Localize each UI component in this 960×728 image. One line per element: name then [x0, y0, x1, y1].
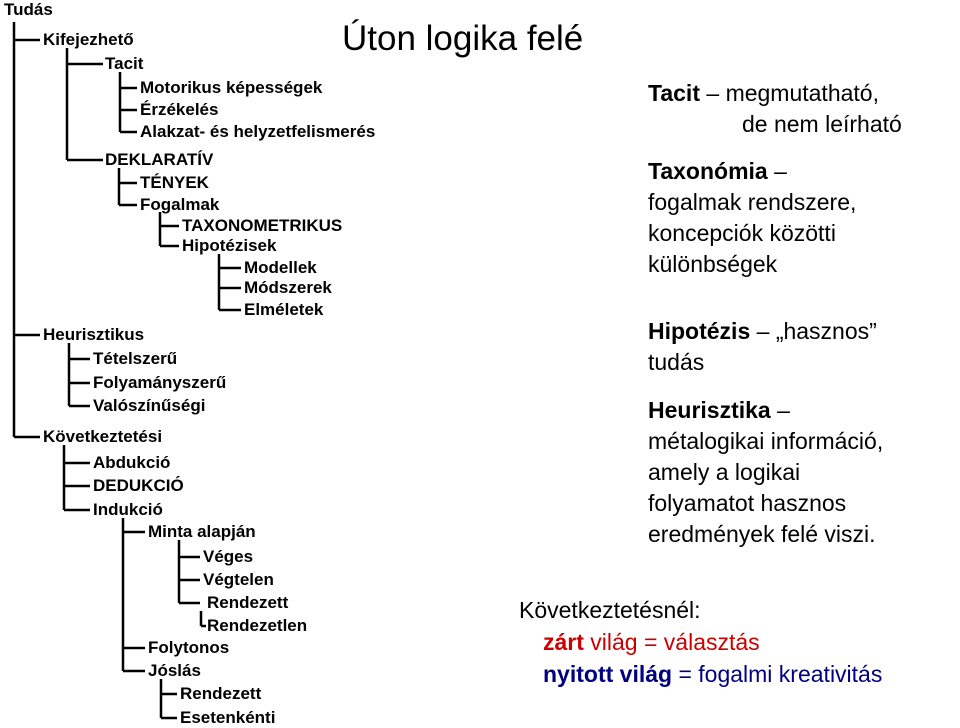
conclusion-open-world: [519, 658, 882, 690]
definition-text: métalogikai információ,: [648, 428, 884, 454]
definition-dash: –: [774, 158, 787, 184]
definition-taxonomia: [648, 156, 856, 280]
tree-node-hipotezisek: Hipotézisek: [182, 236, 277, 255]
definition-hipotezis: [648, 316, 877, 378]
closed-world-term: zárt: [543, 629, 584, 655]
definition-heurisztika: [648, 395, 883, 550]
definition-text: tudás: [648, 349, 705, 375]
tree-node-rendezetlen: Rendezetlen: [207, 616, 308, 635]
tree-node-abdukcio: Abdukció: [93, 453, 171, 472]
tree-node-valoszinusegi: Valószínűségi: [93, 396, 206, 415]
tree-node-dedukcio: DEDUKCIÓ: [93, 476, 184, 495]
closed-world-text: világ = választás: [590, 629, 760, 655]
tree-node-tudas: Tudás: [4, 0, 53, 19]
definition-text: „hasznos”: [775, 318, 877, 344]
definition-term: Taxonómia: [648, 158, 768, 184]
tree-node-tetelszeru: Tételszerű: [93, 349, 178, 368]
tree-node-rendezett-1: Rendezett: [207, 593, 289, 612]
tree-node-taxonometrikus: TAXONOMETRIKUS: [182, 216, 343, 235]
definition-dash: –: [756, 318, 770, 344]
definition-dash: –: [777, 397, 790, 423]
tree-node-modszerek: Módszerek: [244, 278, 332, 297]
open-world-term: nyitott világ: [543, 661, 673, 687]
tree-node-heurisztikus: Heurisztikus: [43, 325, 145, 344]
tree-node-kifejezheto: Kifejezhető: [43, 30, 134, 49]
tree-node-joslas: Jóslás: [148, 661, 201, 680]
definition-text: de nem leírható: [742, 111, 902, 137]
definition-text: különbségek: [648, 251, 778, 277]
definition-term: Heurisztika: [648, 397, 771, 423]
tree-node-motorikus: Motorikus képességek: [140, 78, 323, 97]
definition-text: megmutatható,: [725, 80, 879, 106]
tree-node-indukcio: Indukció: [93, 500, 163, 519]
tree-node-rendezett-2: Rendezett: [180, 684, 262, 703]
tree-node-fogalmak: Fogalmak: [140, 195, 220, 214]
tree-node-folyamanyszeru: Folyamányszerű: [93, 373, 227, 392]
tree-node-vegtelen: Végtelen: [203, 570, 274, 589]
definition-text: amely a logikai: [648, 459, 801, 485]
conclusion-heading: Következtetésnél:: [519, 597, 701, 623]
tree-node-tenyek: TÉNYEK: [140, 173, 209, 192]
tree-node-modellek: Modellek: [244, 258, 317, 277]
tree-node-kovetkeztetesi: Következtetési: [43, 427, 163, 446]
tree-node-erzekeles: Érzékelés: [140, 100, 219, 119]
tree-node-minta-alapjan: Minta alapján: [148, 522, 256, 541]
tree-node-alakzat: Alakzat- és helyzetfelismerés: [140, 122, 376, 141]
open-world-text: = fogalmi kreativitás: [678, 661, 883, 687]
definition-tacit: [648, 78, 902, 140]
conclusion-closed-world: [519, 626, 882, 658]
definition-text: fogalmak rendszere,: [648, 189, 857, 215]
slide-title: Úton logika felé: [342, 19, 584, 58]
tree-node-veges: Véges: [203, 547, 254, 566]
tree-node-esetenkenti: Esetenkénti: [180, 708, 276, 727]
tree-node-tacit: Tacit: [105, 54, 144, 73]
definition-text: folyamatot hasznos: [648, 490, 847, 516]
definition-dash: –: [706, 80, 720, 106]
tree-node-folytonos: Folytonos: [148, 638, 230, 657]
conclusion-block: [519, 594, 882, 690]
definition-text: koncepciók közötti: [648, 220, 836, 246]
tree-node-elmeletek: Elméletek: [244, 300, 324, 319]
definition-term: Tacit: [648, 80, 700, 106]
definition-term: Hipotézis: [648, 318, 751, 344]
definition-text: eredmények felé viszi.: [648, 521, 876, 547]
tree-node-deklarativ: DEKLARATÍV: [105, 150, 214, 169]
